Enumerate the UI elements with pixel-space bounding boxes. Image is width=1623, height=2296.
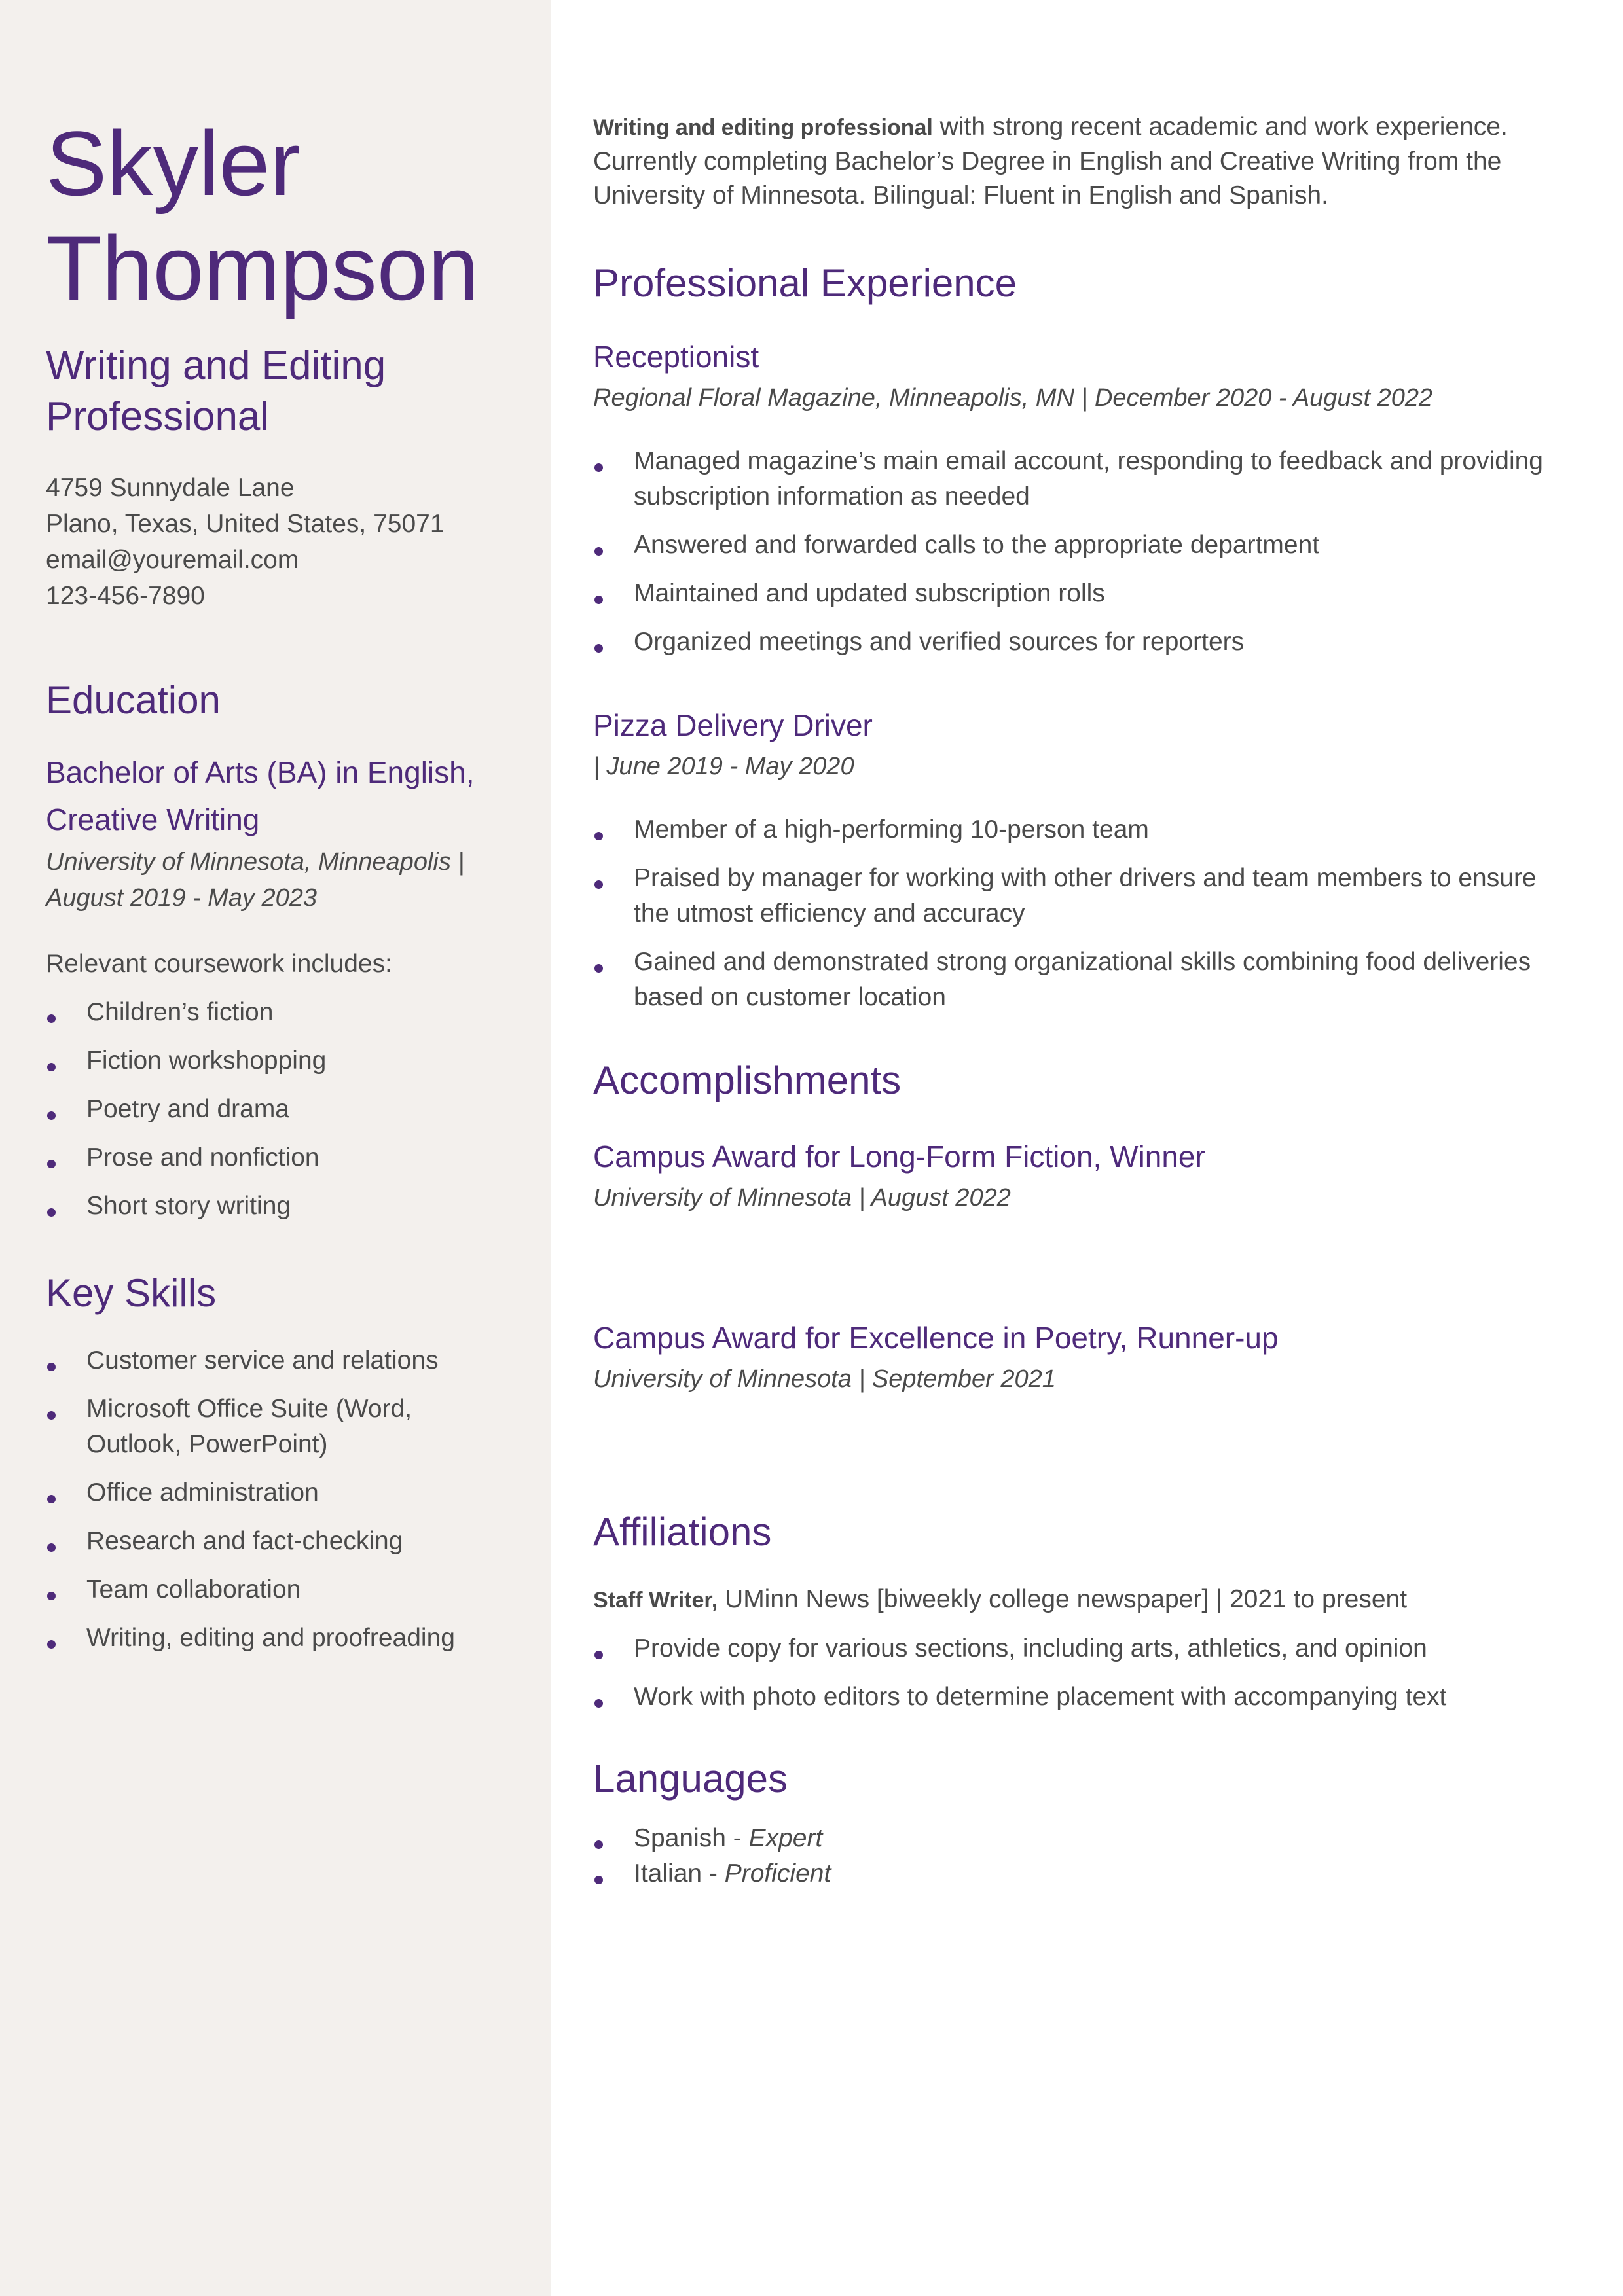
job-bullets <box>593 812 1575 1015</box>
affiliation-org: UMinn News [biweekly college newspaper] | 2021 to present <box>718 1585 1408 1613</box>
first-name: Skyler <box>46 112 301 215</box>
affiliation-bullet: Work with photo editors to determine placement with accompanying text <box>593 1679 1575 1715</box>
sidebar <box>0 0 551 2296</box>
accomplishment-meta: University of Minnesota | August 2022 <box>593 1184 1011 1211</box>
accomplishment-title: Campus Award for Excellence in Poetry, Runner-up <box>593 1321 1279 1355</box>
role-title: Writing and Editing Professional <box>46 343 386 439</box>
language-level: Expert <box>748 1824 823 1852</box>
contact-phone: 123-456-7890 <box>46 582 205 610</box>
job-bullet: Answered and forwarded calls to the appropriate department <box>593 528 1575 563</box>
job-title: Receptionist <box>593 340 759 374</box>
coursework-label: Relevant coursework includes: <box>46 950 392 978</box>
language-name: Spanish - <box>634 1824 749 1852</box>
language-item <box>593 1856 1575 1892</box>
job-bullet: Managed magazine’s main email account, responding to feedback and providing subscription information as needed <box>593 444 1575 514</box>
job-meta: | June 2019 - May 2020 <box>593 753 854 780</box>
job-bullets <box>593 444 1575 660</box>
affiliation-line <box>593 1582 1575 1618</box>
skill-item: Writing, editing and proofreading <box>46 1621 504 1656</box>
coursework-item: Short story writing <box>46 1189 504 1224</box>
main-column <box>593 110 1575 1892</box>
language-name: Italian - <box>634 1859 725 1888</box>
accomplishments-heading: Accomplishments <box>593 1058 902 1102</box>
language-item <box>593 1821 1575 1856</box>
coursework-item: Poetry and drama <box>46 1092 504 1127</box>
coursework-item: Children’s fiction <box>46 995 504 1030</box>
coursework-list <box>46 995 504 1224</box>
skill-item: Office administration <box>46 1475 504 1511</box>
skill-item: Team collaboration <box>46 1572 504 1607</box>
summary <box>593 110 1575 213</box>
skill-item: Microsoft Office Suite (Word, Outlook, PowerPoint) <box>46 1391 504 1462</box>
accomplishment-title: Campus Award for Long-Form Fiction, Winner <box>593 1139 1205 1174</box>
affiliation-role: Staff Writer, <box>593 1588 718 1613</box>
contact-email[interactable]: email@youremail.com <box>46 546 299 574</box>
job-bullet: Maintained and updated subscription rolls <box>593 576 1575 611</box>
skill-item: Customer service and relations <box>46 1343 504 1378</box>
accomplishment-meta: University of Minnesota | September 2021 <box>593 1365 1056 1393</box>
coursework-item: Fiction workshopping <box>46 1043 504 1079</box>
last-name: Thompson <box>46 217 479 319</box>
experience-heading: Professional Experience <box>593 261 1017 305</box>
job-bullet: Organized meetings and verified sources for reporters <box>593 624 1575 660</box>
language-level: Proficient <box>724 1859 831 1888</box>
job-title: Pizza Delivery Driver <box>593 708 873 742</box>
school-meta: University of Minnesota, Minneapolis | August 2019 - May 2023 <box>46 848 465 912</box>
contact-street: 4759 Sunnydale Lane <box>46 474 295 502</box>
affiliations-heading: Affiliations <box>593 1510 772 1554</box>
affiliation-bullet: Provide copy for various sections, including arts, athletics, and opinion <box>593 1631 1575 1666</box>
job-bullet: Praised by manager for working with other drivers and team members to ensure the utmost efficiency and accuracy <box>593 861 1575 931</box>
contact-block <box>46 470 504 614</box>
contact-city: Plano, Texas, United States, 75071 <box>46 510 445 538</box>
skill-item: Research and fact-checking <box>46 1524 504 1559</box>
job-meta: Regional Floral Magazine, Minneapolis, MN | December 2020 - August 2022 <box>593 384 1433 412</box>
job-bullet: Member of a high-performing 10-person team <box>593 812 1575 848</box>
languages-list <box>593 1821 1575 1892</box>
candidate-name <box>46 111 504 321</box>
coursework-item: Prose and nonfiction <box>46 1140 504 1175</box>
summary-lead: Writing and editing professional <box>593 115 933 140</box>
degree-title: Bachelor of Arts (BA) in English, Creative Writing <box>46 755 475 836</box>
education-heading: Education <box>46 678 221 722</box>
summary-text: with strong recent academic and work experience. Currently completing Bachelor’s Degree in English and Creative Writing from the University of Minnesota. Bilingual: Fluent in English and Spanish. <box>593 113 1508 209</box>
languages-heading: Languages <box>593 1757 788 1801</box>
affiliation-bullets <box>593 1631 1575 1715</box>
skills-list <box>46 1343 504 1656</box>
skills-heading: Key Skills <box>46 1271 217 1315</box>
job-bullet: Gained and demonstrated strong organizational skills combining food deliveries based on customer location <box>593 944 1575 1015</box>
